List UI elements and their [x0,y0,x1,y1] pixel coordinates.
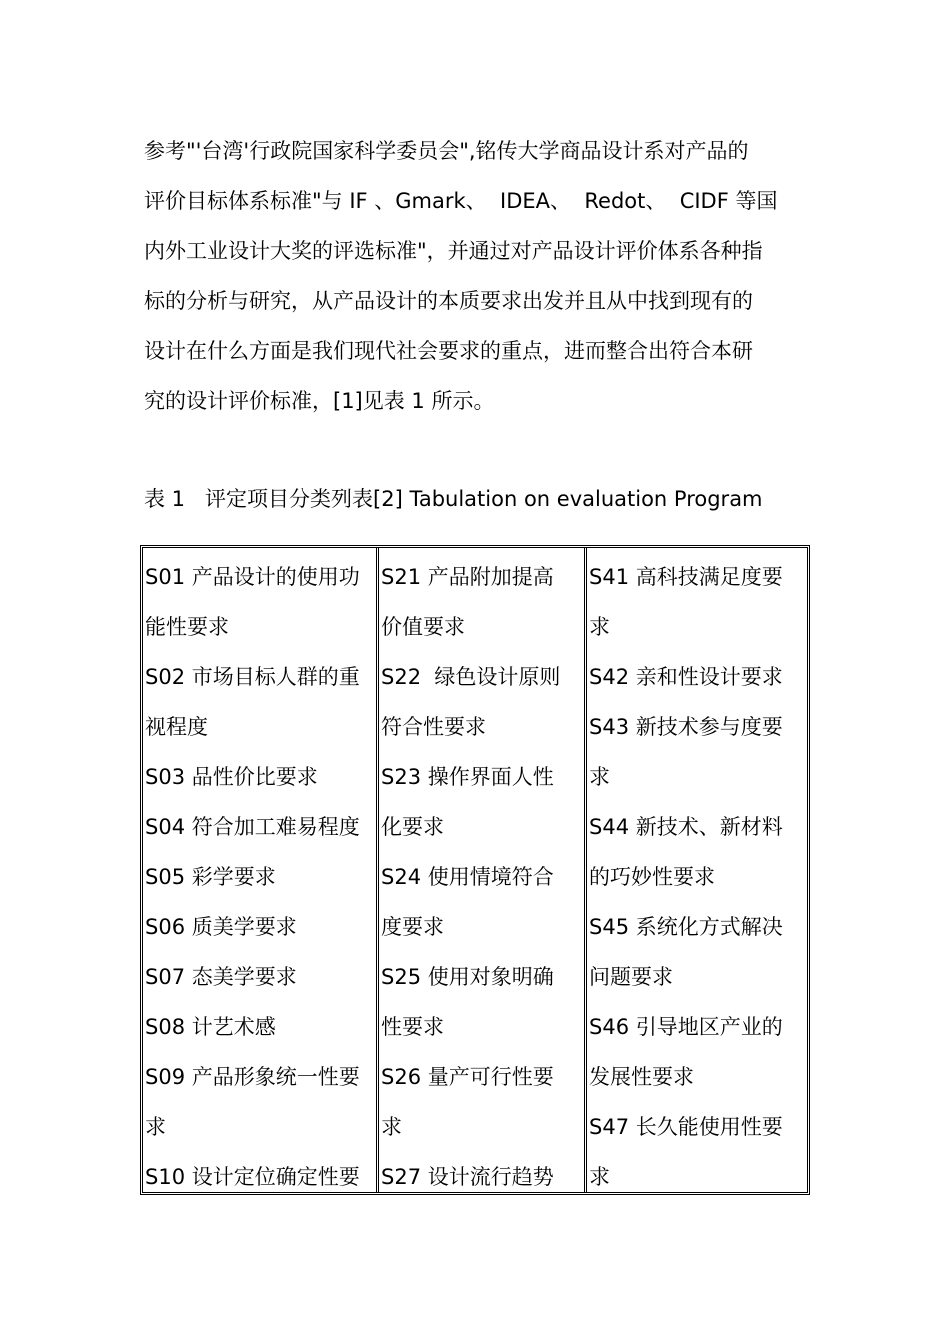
table-cell-line: 化要求 [381,815,444,839]
table-cell-line: S02 市场目标人群的重 [145,665,360,689]
table-cell-line: S10 设计定位确定性要 [145,1165,360,1189]
table-cell-line: 求 [145,1115,166,1139]
table-column-2 [379,548,587,1192]
table-cell-line: S07 态美学要求 [145,965,297,989]
table-cell-line: S42 亲和性设计要求 [589,665,783,689]
table-cell-line: 性要求 [381,1015,444,1039]
table-cell-line: S22 绿色设计原则 [381,665,561,689]
table-cell-line: S24 使用情境符合 [381,865,554,889]
table-cell-line: S03 品性价比要求 [145,765,318,789]
table-cell-line: S26 量产可行性要 [381,1065,554,1089]
table-cell-line: S06 质美学要求 [145,915,297,939]
table-cell-line: S27 设计流行趋势 [381,1165,554,1189]
table-cell-line: 的巧妙性要求 [589,865,715,889]
table-cell-line: S09 产品形象统一性要 [145,1065,360,1089]
table-cell-line: 求 [381,1115,402,1139]
table-cell-line: 发展性要求 [589,1065,694,1089]
table-column-1 [143,548,379,1192]
paragraph-line: 评价目标体系标准"与 IF 、Gmark、 IDEA、 Redot、 CIDF 等国 [144,189,778,213]
evaluation-table [140,545,810,1195]
table-cell-line: S21 产品附加提高 [381,565,554,589]
table-cell-line: 问题要求 [589,965,673,989]
table-cell-line: S44 新技术、新材料 [589,815,783,839]
table-cell-line: S25 使用对象明确 [381,965,554,989]
paragraph-line: 标的分析与研究，从产品设计的本质要求出发并且从中找到现有的 [144,289,753,313]
table-cell-line: 符合性要求 [381,715,486,739]
paragraph-line: 内外工业设计大奖的评选标准"，并通过对产品设计评价体系各种指 [144,239,763,263]
table-cell-line: 能性要求 [145,615,229,639]
paragraph-line: 究的设计评价标准，[1]见表 1 所示。 [144,389,495,413]
table-cell-line: 求 [589,615,610,639]
table-cell-line: S45 系统化方式解决 [589,915,783,939]
table-cell-line: 价值要求 [381,615,465,639]
table-cell-line: S05 彩学要求 [145,865,276,889]
table-cell-line: S01 产品设计的使用功 [145,565,360,589]
table-cell-line: S08 计艺术感 [145,1015,276,1039]
table-cell-line: S47 长久能使用性要 [589,1115,783,1139]
table-caption: 表 1 评定项目分类列表[2] Tabulation on evaluation Program [144,487,763,511]
table-cell-line: S41 高科技满足度要 [589,565,783,589]
table-cell-line: S04 符合加工难易程度 [145,815,360,839]
intro-paragraph [144,126,808,426]
paragraph-line: 设计在什么方面是我们现代社会要求的重点，进而整合出符合本研 [144,339,753,363]
table-cell-line: S43 新技术参与度要 [589,715,783,739]
table-column-3 [587,548,807,1192]
table-cell-line: S46 引导地区产业的 [589,1015,783,1039]
table-cell-line: 求 [589,1165,610,1189]
table-cell-line: 求 [589,765,610,789]
paragraph-line: 参考"'台湾'行政院国家科学委员会",铭传大学商品设计系对产品的 [144,139,749,163]
table-cell-line: 视程度 [145,715,208,739]
table-cell-line: 度要求 [381,915,444,939]
table-cell-line: S23 操作界面人性 [381,765,554,789]
